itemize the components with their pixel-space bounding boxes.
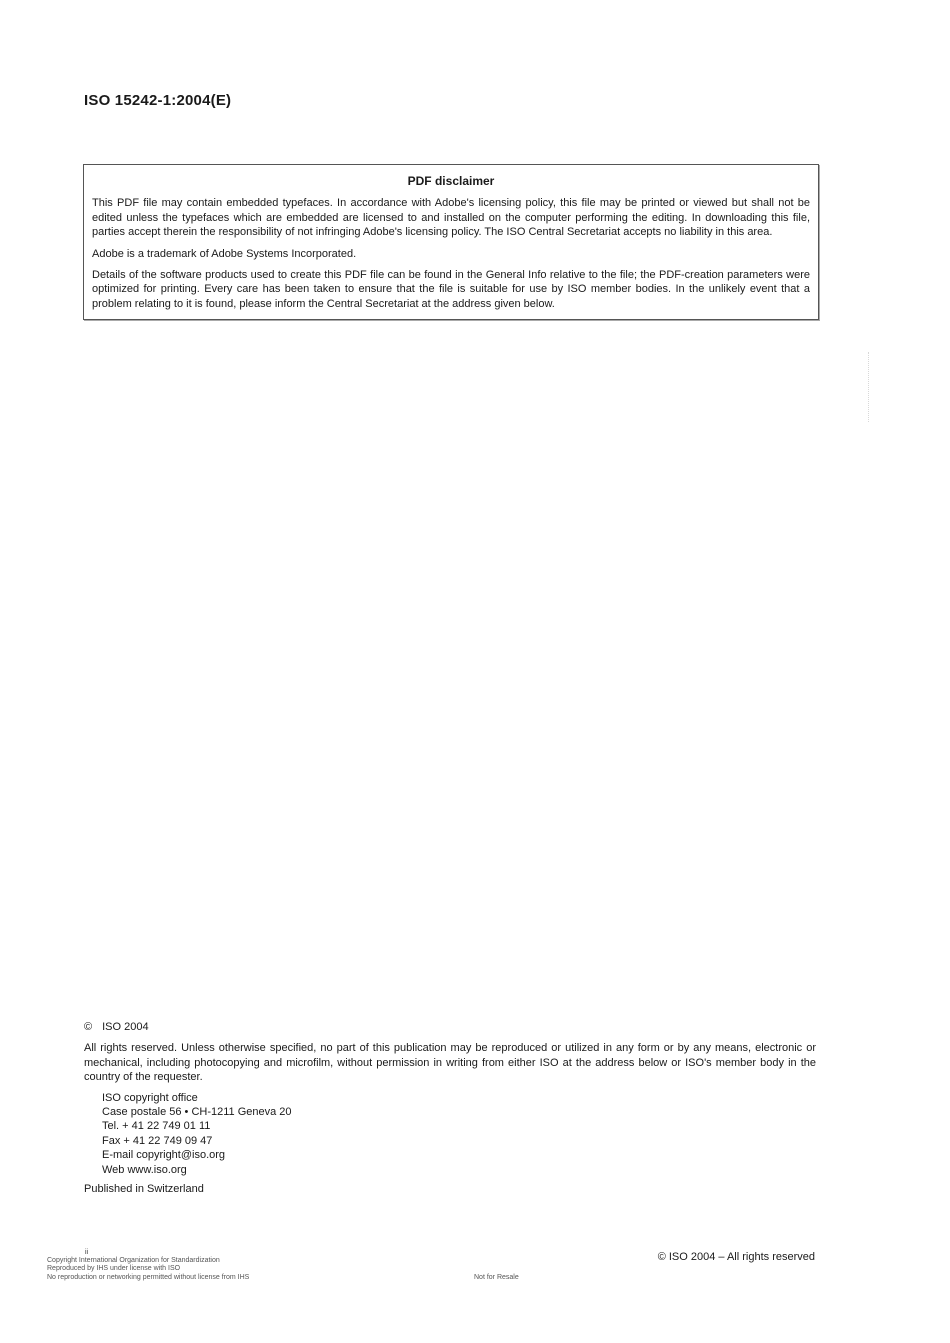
document-identifier: ISO 15242-1:2004(E): [84, 92, 232, 109]
margin-marks: [868, 352, 873, 422]
footer-line-reproduced: Reproduced by IHS under license with ISO: [47, 1265, 181, 1273]
address-postal: Case postale 56 • CH-1211 Geneva 20: [102, 1106, 292, 1119]
copyright-year: ISO 2004: [102, 1021, 149, 1033]
rights-statement: All rights reserved. Unless otherwise specified, no part of this publication may be reproduced or utilized in any form or by any means, electronic or mechanical, including photocopying and microfilm, without permission in writing from either ISO at the address below or ISO's member body in the country of the requester.: [84, 1042, 816, 1084]
address-tel: Tel. + 41 22 749 01 11: [102, 1120, 211, 1133]
published-location: Published in Switzerland: [84, 1183, 204, 1196]
disclaimer-paragraph-typefaces: This PDF file may contain embedded typefaces. In accordance with Adobe's licensing policy, this file may be printed or viewed but shall not be edited unless the typefaces which are embedded are licensed to and installed on the computer performing the editing. In downloading this file, parties accept therein the responsibility of not infringing Adobe's licensing policy. The ISO Central Secretariat accepts no liability in this area.: [92, 197, 810, 239]
disclaimer-paragraph-trademark: Adobe is a trademark of Adobe Systems Incorporated.: [92, 247, 357, 260]
pdf-disclaimer-box: [83, 164, 819, 320]
footer-license-notice: [47, 1249, 249, 1282]
address-fax: Fax + 41 22 749 09 47: [102, 1134, 213, 1147]
address-email[interactable]: E-mail copyright@iso.org: [102, 1149, 226, 1162]
page-number: ii: [85, 1249, 89, 1256]
copyright-block: [84, 1020, 816, 1196]
copyright-office-address: [102, 1091, 816, 1177]
footer-line-copyright: Copyright International Organization for Standardization: [47, 1257, 220, 1265]
disclaimer-paragraph-details: Details of the software products used to create this PDF file can be found in the General Info relative to the file; the PDF-creation parameters were optimized for printing. Every care has been taken to ensure that the file is suitable for use by ISO member bodies. In the unlikely event that a problem relating to it is found, please inform the Central Secretariat at the address given below.: [92, 269, 810, 310]
address-office: ISO copyright office: [102, 1091, 198, 1104]
footer-copyright: © ISO 2004 – All rights reserved: [657, 1251, 815, 1263]
copyright-symbol: ©: [84, 1021, 93, 1033]
footer-not-for-resale: Not for Resale: [474, 1274, 519, 1281]
disclaimer-title: PDF disclaimer: [407, 174, 495, 188]
footer-line-networking: No reproduction or networking permitted without license from IHS: [47, 1273, 250, 1281]
copyright-line: [84, 1020, 816, 1034]
address-web[interactable]: Web www.iso.org: [102, 1163, 187, 1176]
